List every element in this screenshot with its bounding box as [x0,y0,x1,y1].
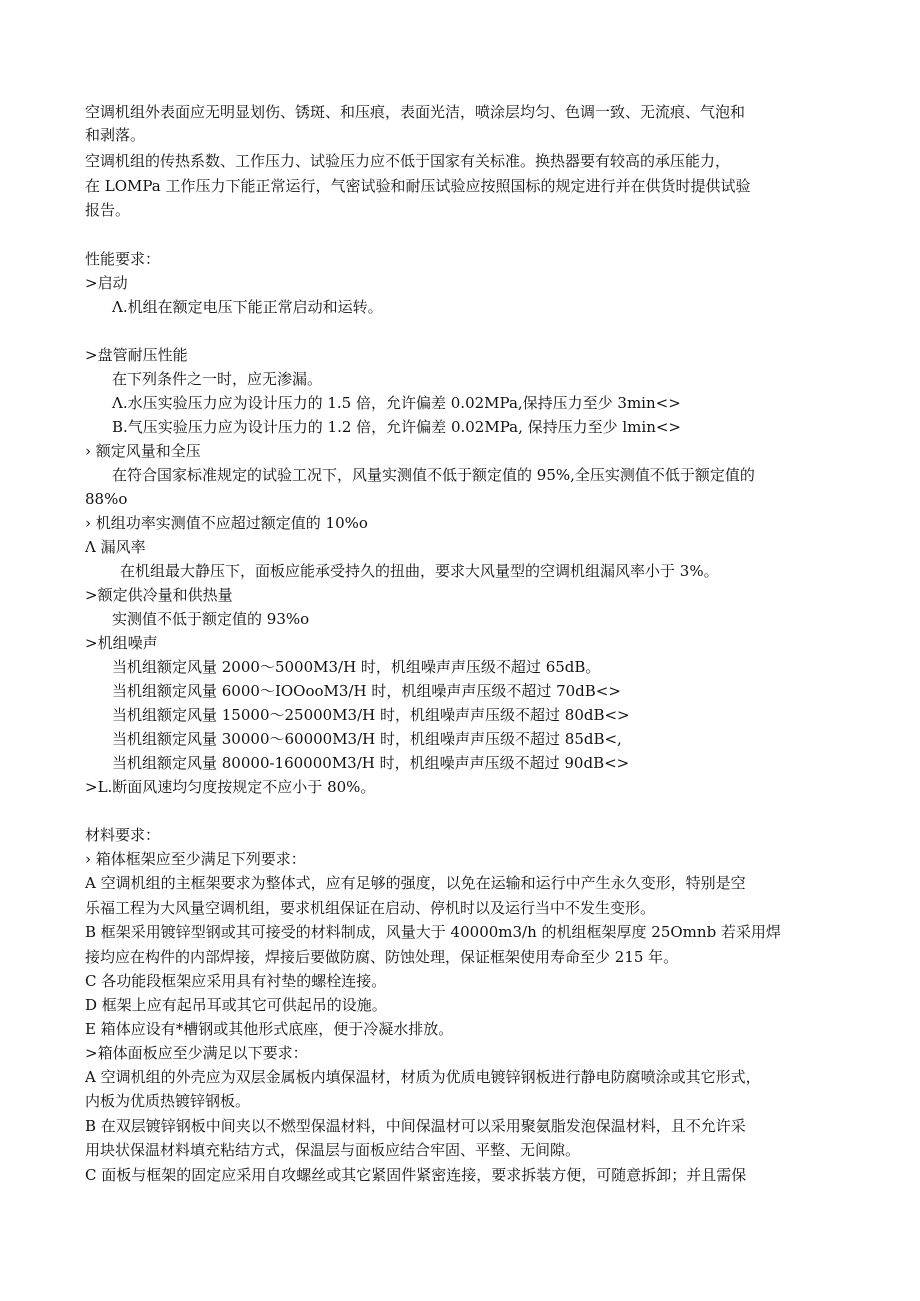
text-line: >额定供冷量和供热量 [85,586,233,604]
text-line: 在 LOMPa 工作压力下能正常运行，气密试验和耐压试验应按照国标的规定进行并在供货时提供试验 [85,177,751,195]
text-line: >箱体面板应至少满足以下要求： [85,1044,308,1062]
text-line: 当机组额定风量 15000～25000M3/H 时，机组噪声声压级不超过 80dB<> [112,706,630,724]
text-line: 在机组最大静压下，面板应能承受持久的扭曲，要求大风量型的空调机组漏风率小于 3%。 [120,562,719,580]
text-line: 乐福工程为大风量空调机组，要求机组保证在启动、停机时以及运行当中不发生变形。 [85,899,656,917]
text-line: 在符合国家标准规定的试验工况下，风量实测值不低于额定值的 95%,全压实测值不低于额定值的 [112,466,755,484]
text-line: › 机组功率实测值不应超过额定值的 10%o [85,514,368,532]
text-line: D 框架上应有起吊耳或其它可供起吊的设施。 [85,996,387,1014]
section-heading-performance: 性能要求： [85,250,161,268]
text-line: >机组噪声 [85,634,158,652]
text-line: >L.断面风速均匀度按规定不应小于 80%。 [85,778,376,796]
text-line: B 在双层镀锌钢板中间夹以不燃型保温材料，中间保温材可以采用聚氨脂发泡保温材料，且不允许采 [85,1117,746,1135]
text-line: Λ.水压实验压力应为设计压力的 1.5 倍，允许偏差 0.02MPa,保持压力至少 3min<> [112,394,681,412]
text-line: 用块状保温材料填充粘结方式，保温层与面板应结合牢固、平整、无间隙。 [85,1141,581,1159]
text-line: 接均应在构件的内部焊接，焊接后要做防腐、防蚀处理，保证框架使用寿命至少 215 年。 [85,948,679,966]
text-line: 当机组额定风量 2000～5000M3/H 时，机组噪声声压级不超过 65dB。 [112,658,601,676]
text-line: C 各功能段框架应采用具有衬垫的螺栓连接。 [85,972,387,990]
text-line: C 面板与框架的固定应采用自攻螺丝或其它紧固件紧密连接，要求拆装方便，可随意拆卸；并且需保 [85,1166,747,1184]
text-line: 当机组额定风量 30000～60000M3/H 时，机组噪声声压级不超过 85dB<, [112,730,622,748]
text-line: 当机组额定风量 80000-160000M3/H 时，机组噪声声压级不超过 90dB<> [112,754,630,772]
text-line: E 箱体应设有*槽钢或其他形式底座，便于冷凝水排放。 [85,1020,454,1038]
text-line: › 额定风量和全压 [85,442,201,460]
text-line: B 框架采用镀锌型钢或其可接受的材料制成，风量大于 40000m3/h 的机组框架厚度 25Omnb 若采用焊 [85,923,781,941]
text-line: 88%o [85,490,128,508]
text-line: >盘管耐压性能 [85,346,188,364]
text-line: 在下列条件之一时，应无渗漏。 [112,370,323,388]
text-line: >启动 [85,274,128,292]
text-line: Λ 漏风率 [85,538,146,556]
text-line: A 空调机组的外壳应为双层金属板内填保温材，材质为优质电镀锌钢板进行静电防腐喷涂或其它形式， [85,1068,761,1086]
text-line: 报告。 [85,201,131,219]
text-line: 内板为优质热镀锌钢板。 [85,1092,251,1110]
text-line: 和剥落。 [85,126,146,144]
text-line: 实测值不低于额定值的 93%o [112,610,310,628]
section-heading-materials: 材料要求： [85,826,161,844]
text-line: A 空调机组的主框架要求为整体式，应有足够的强度，以免在运输和运行中产生永久变形，特别是空 [85,874,746,892]
text-line: B.气压实验压力应为设计压力的 1.2 倍，允许偏差 0.02MPa, 保持压力至少 lmin<> [112,418,681,436]
text-line: Λ.机组在额定电压下能正常启动和运转。 [112,298,383,316]
text-line: › 箱体框架应至少满足下列要求： [85,850,306,868]
text-line: 当机组额定风量 6000～IOOooM3/H 时，机组噪声声压级不超过 70dB<> [112,682,621,700]
text-line: 空调机组外表面应无明显划伤、锈斑、和压痕，表面光洁，喷涂层均匀、色调一致、无流痕、气泡和 [85,103,746,121]
text-line: 空调机组的传热系数、工作压力、试验压力应不低于国家有关标准。换热器要有较高的承压能力， [85,152,731,170]
